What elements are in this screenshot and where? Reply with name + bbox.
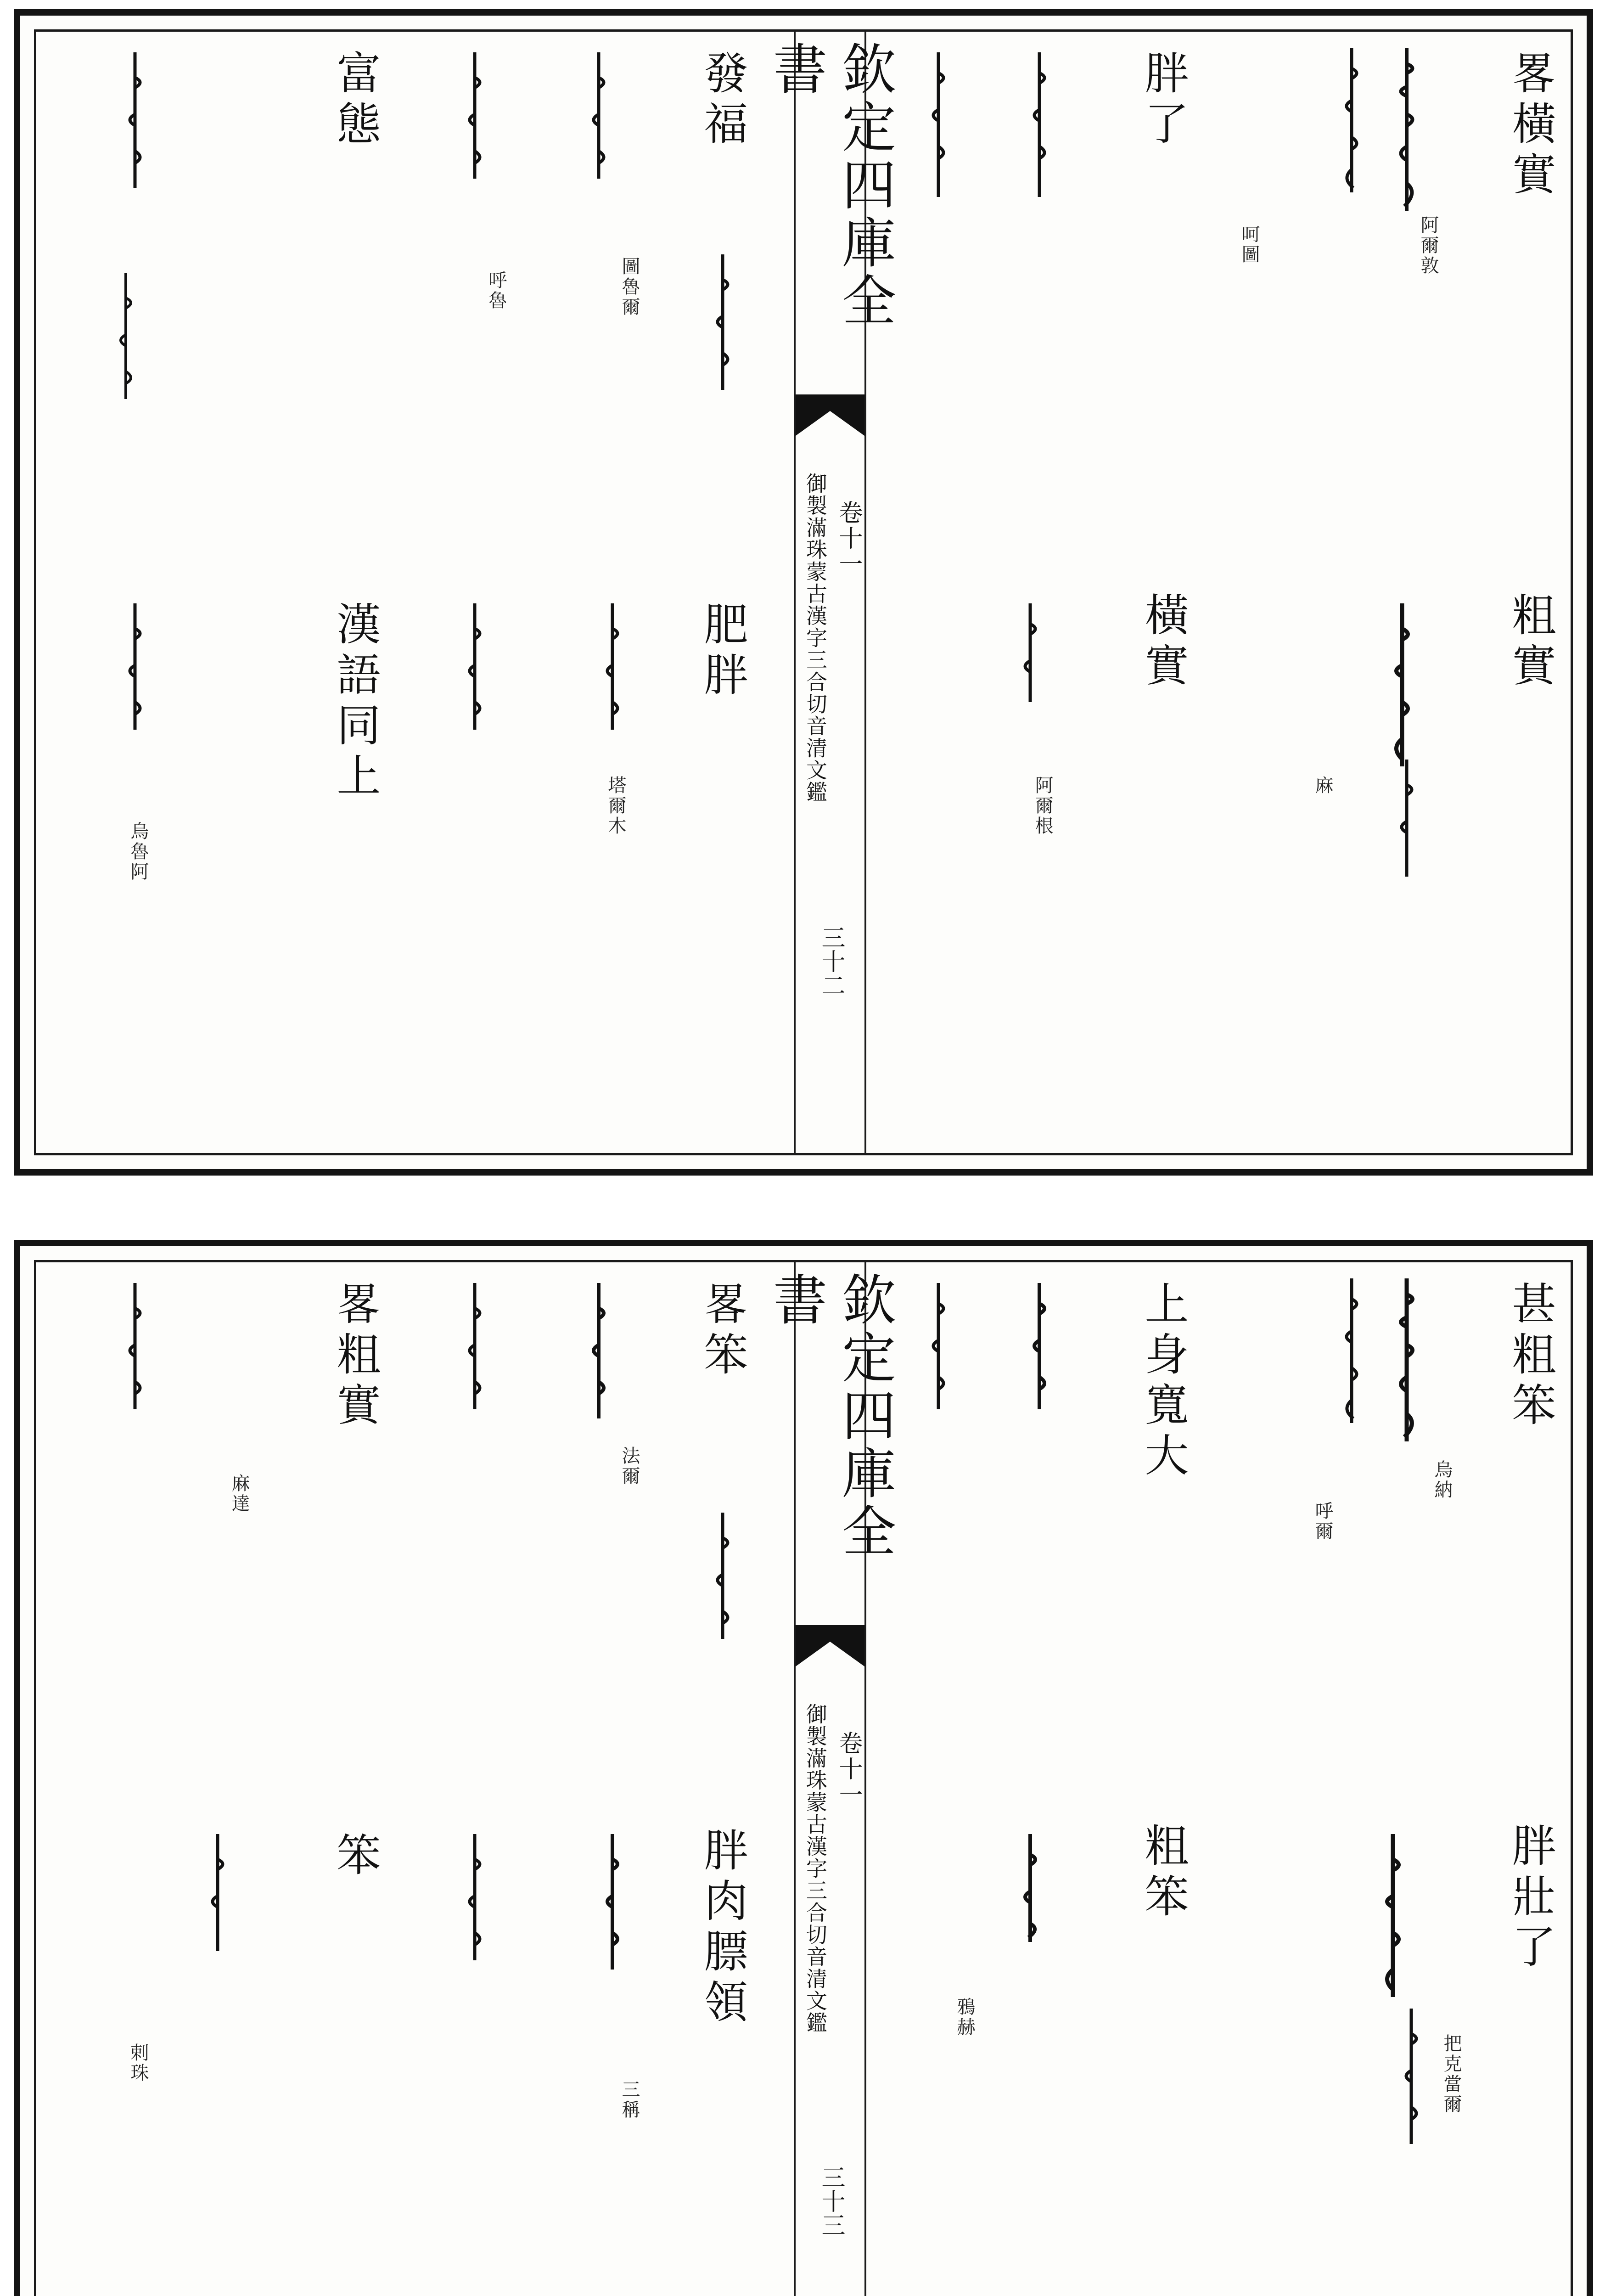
manchu-script-column xyxy=(459,601,491,739)
entry-gloss: 剌珠 xyxy=(128,2043,149,2083)
manchu-script-column xyxy=(119,50,151,197)
entry-gloss: 阿爾根 xyxy=(1032,776,1053,836)
entry-gloss: 法爾 xyxy=(619,1446,640,1486)
page-frame xyxy=(34,1260,1573,2296)
entry-headword: 畧笨 xyxy=(697,1281,748,1382)
entry-headword: 富態 xyxy=(330,50,381,151)
entry-headword: 胖了 xyxy=(1138,50,1189,151)
spine-page-number: 三十三 xyxy=(817,2165,845,2237)
fish-tail-ornament xyxy=(796,1625,864,1666)
manchu-script-column xyxy=(119,1281,151,1418)
entry-gloss: 阿爾敦 xyxy=(1418,215,1439,276)
manchu-script-column xyxy=(583,1281,615,1428)
manchu-script-column xyxy=(596,601,629,739)
spine-volume: 卷十一 xyxy=(835,500,862,577)
entry-gloss: 麻達 xyxy=(229,1474,250,1514)
entry-headword: 肥胖 xyxy=(697,601,748,702)
entry-headword: 粗笨 xyxy=(1138,1823,1189,1924)
manchu-script-column xyxy=(1391,757,1423,886)
manchu-script-column xyxy=(1336,45,1368,202)
entry-gloss: 呵圖 xyxy=(1239,225,1260,265)
manchu-script-column xyxy=(1386,601,1418,776)
spine-title: 欽定四庫全書 xyxy=(764,41,896,330)
manchu-script-column xyxy=(1014,1832,1046,1951)
manchu-script-column xyxy=(119,601,151,739)
manchu-script-column xyxy=(110,270,142,408)
manchu-script-column xyxy=(1336,1276,1368,1432)
entry-gloss: 把克當爾 xyxy=(1441,2034,1462,2115)
page-spine xyxy=(764,32,896,1153)
manchu-script-column xyxy=(583,50,615,188)
entry-gloss: 呼魯 xyxy=(486,270,507,311)
entry-gloss: 塔爾木 xyxy=(605,776,626,836)
entry-headword: 笨 xyxy=(330,1832,381,1882)
entry-headword: 甚粗笨 xyxy=(1505,1281,1556,1432)
manchu-script-column xyxy=(707,252,739,399)
spine-book-title: 御製滿珠蒙古漢字三合切音清文鑑 xyxy=(803,1703,828,2034)
entry-gloss: 烏魯阿 xyxy=(128,822,149,882)
fish-tail-ornament xyxy=(796,394,864,436)
spine-book-title: 御製滿珠蒙古漢字三合切音清文鑑 xyxy=(803,473,828,803)
manchu-script-column xyxy=(922,50,954,206)
page-frame xyxy=(34,29,1573,1155)
entry-gloss: 麻 xyxy=(1312,776,1333,796)
entry-headword: 畧粗實 xyxy=(330,1281,381,1432)
manchu-script-column xyxy=(1023,50,1055,206)
manchu-script-column xyxy=(1023,1281,1055,1418)
manchu-script-column xyxy=(1391,1276,1423,1451)
spine-page-number: 三十二 xyxy=(817,925,845,997)
entry-headword: 上身寬大 xyxy=(1138,1281,1189,1483)
entry-gloss: 烏納 xyxy=(1431,1460,1453,1500)
entry-headword: 橫實 xyxy=(1138,592,1189,693)
page-spine xyxy=(764,1262,896,2296)
entry-headword: 漢語同上 xyxy=(330,601,381,803)
manchu-script-column xyxy=(459,50,491,188)
bottom-page xyxy=(14,1240,1593,2296)
entry-gloss: 圖魯爾 xyxy=(619,257,640,317)
entry-gloss: 三稱 xyxy=(619,2080,640,2120)
manchu-script-column xyxy=(707,1510,739,1648)
manchu-script-column xyxy=(1377,1832,1409,2006)
manchu-script-column xyxy=(459,1281,491,1418)
manchu-script-column xyxy=(1391,45,1423,220)
entry-gloss: 鴉赫 xyxy=(954,1997,975,2037)
entry-headword: 粗實 xyxy=(1505,592,1556,693)
manchu-script-column xyxy=(596,1832,629,1979)
spine-volume: 卷十一 xyxy=(835,1731,862,1808)
top-page xyxy=(14,9,1593,1176)
manchu-script-column xyxy=(922,1281,954,1418)
manchu-script-column xyxy=(1014,601,1046,711)
spine-title: 欽定四庫全書 xyxy=(764,1272,896,1561)
entry-headword: 胖壯了 xyxy=(1505,1823,1556,1974)
entry-gloss: 呼爾 xyxy=(1312,1501,1333,1542)
entry-headword: 胖肉膘領 xyxy=(697,1827,748,2029)
entry-headword: 發福 xyxy=(697,50,748,151)
manchu-script-column xyxy=(1395,2006,1427,2153)
manchu-script-column xyxy=(202,1832,234,1960)
entry-headword: 畧橫實 xyxy=(1505,50,1556,202)
manchu-script-column xyxy=(459,1832,491,1970)
